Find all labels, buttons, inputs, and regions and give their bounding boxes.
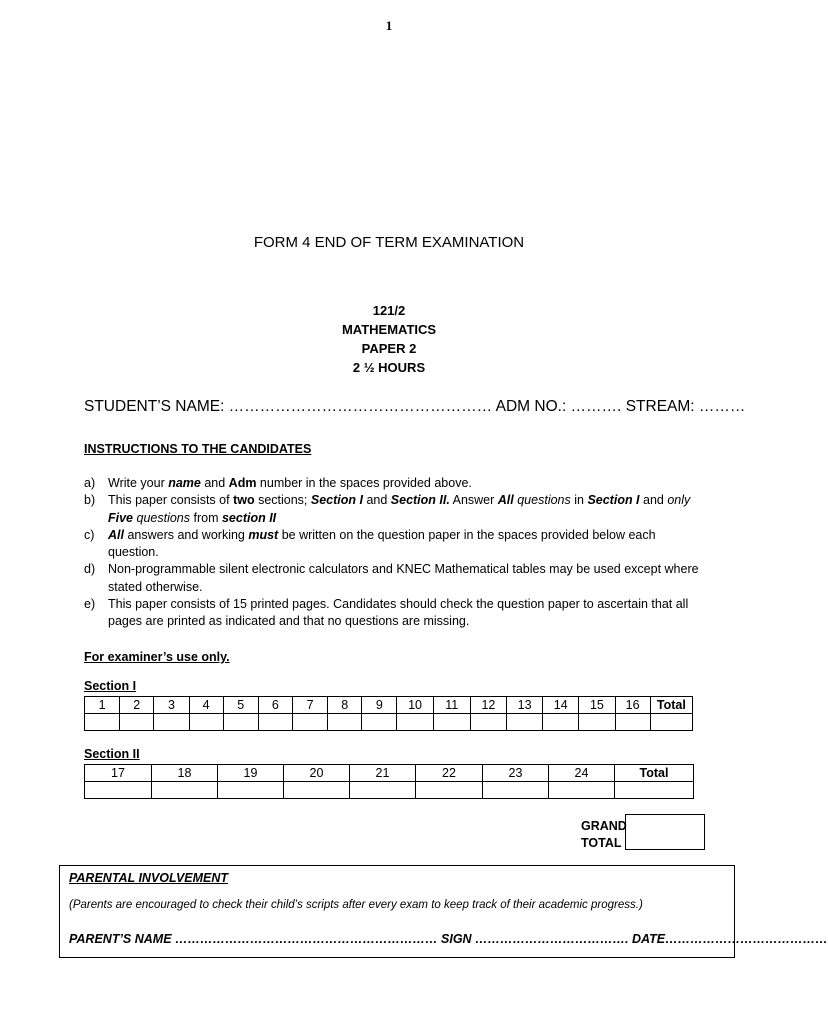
instruction-label: b) xyxy=(84,493,96,508)
parent-sign-field[interactable]: SIGN ………………………………. xyxy=(441,932,629,946)
table-header-cell: 12 xyxy=(470,697,506,714)
table-header-cell: 20 xyxy=(284,765,350,782)
parent-name-field[interactable]: PARENT’S NAME ……………………………………………………… xyxy=(69,932,438,946)
text-fragment: be written on the question paper in the spaces provided below each question. xyxy=(108,527,656,560)
instruction-label: a) xyxy=(84,476,96,490)
examiner-use-title: For examiner’s use only. xyxy=(84,650,230,664)
table-header-cell: 9 xyxy=(362,697,397,714)
score-cell[interactable] xyxy=(120,714,154,731)
page-number: 1 xyxy=(385,18,393,33)
table-header-cell: 18 xyxy=(152,765,218,782)
table-header-total: Total xyxy=(615,765,694,782)
text-fragment: Write your xyxy=(108,476,169,490)
instruction-item xyxy=(84,561,699,596)
score-cell[interactable] xyxy=(543,714,579,731)
score-cell[interactable] xyxy=(433,714,470,731)
instruction-label: e) xyxy=(84,597,96,612)
score-cell[interactable] xyxy=(189,714,223,731)
section-two-label: Section II xyxy=(84,747,140,761)
emphasis: Five xyxy=(108,510,134,525)
emphasis: Section II. xyxy=(390,493,450,508)
emphasis: only xyxy=(667,493,691,508)
table-header-row xyxy=(85,697,693,714)
text-fragment: and xyxy=(362,493,391,508)
score-cell[interactable] xyxy=(350,782,416,799)
parental-note: (Parents are encouraged to check their child’s scripts after every exam to keep track of their academic progress.) xyxy=(69,899,643,911)
table-header-cell: 16 xyxy=(615,697,650,714)
score-cell[interactable] xyxy=(650,714,692,731)
score-cell[interactable] xyxy=(223,714,258,731)
duration: 2 ½ HOURS xyxy=(352,360,426,375)
emphasis: questions xyxy=(517,493,571,508)
table-header-cell: 15 xyxy=(579,697,615,714)
table-header-row xyxy=(85,765,694,782)
text-fragment: Answer xyxy=(449,493,498,508)
table-score-row xyxy=(85,714,693,731)
instruction-item xyxy=(84,492,699,527)
emphasis: All xyxy=(108,527,124,542)
grand-total-box[interactable] xyxy=(625,814,705,850)
text-fragment: sections; xyxy=(254,493,311,508)
table-header-cell: 3 xyxy=(154,697,189,714)
table-score-row xyxy=(85,782,694,799)
instruction-item xyxy=(84,527,699,562)
score-cell[interactable] xyxy=(579,714,615,731)
instruction-item xyxy=(84,475,699,492)
text-fragment: This paper consists of xyxy=(108,493,234,508)
table-header-cell: 19 xyxy=(218,765,284,782)
instruction-text xyxy=(108,527,699,562)
instruction-item xyxy=(84,596,699,631)
table-header-cell: 11 xyxy=(433,697,470,714)
score-cell[interactable] xyxy=(328,714,362,731)
exam-title: FORM 4 END OF TERM EXAMINATION xyxy=(253,234,525,251)
score-cell[interactable] xyxy=(470,714,506,731)
score-cell[interactable] xyxy=(416,782,483,799)
paper-code: 121/2 xyxy=(372,303,406,318)
instruction-text: This paper consists of 15 printed pages. Candidates should check the question paper to ascertain that all pages are printed as indicated and that no questions are missing. xyxy=(108,597,689,629)
text-fragment: from xyxy=(190,510,222,525)
table-header-cell: 21 xyxy=(350,765,416,782)
total-label-line: TOTAL xyxy=(581,836,622,850)
table-header-cell: 13 xyxy=(507,697,543,714)
paper-header xyxy=(0,301,778,377)
emphasis: must xyxy=(248,527,279,542)
student-name-field[interactable]: STUDENT’S NAME: …………………………………………… xyxy=(84,398,493,415)
text-fragment: number in the spaces provided above. xyxy=(256,476,472,490)
score-cell[interactable] xyxy=(152,782,218,799)
instruction-text xyxy=(108,475,699,492)
paper-number: PAPER 2 xyxy=(361,341,417,356)
instruction-label: d) xyxy=(84,562,96,577)
table-header-cell: 5 xyxy=(223,697,258,714)
section-two-score-table xyxy=(84,764,694,799)
emphasis: Section I xyxy=(587,493,640,508)
parental-involvement-title: PARENTAL INVOLVEMENT xyxy=(69,871,229,885)
table-header-cell: 4 xyxy=(189,697,223,714)
emphasis: section II xyxy=(221,510,277,525)
subject: MATHEMATICS xyxy=(341,322,437,337)
text-fragment: and xyxy=(200,476,229,490)
table-header-cell: 7 xyxy=(292,697,327,714)
table-header-cell: 1 xyxy=(85,697,120,714)
grand-total-label xyxy=(581,818,627,852)
emphasis: Adm xyxy=(228,476,257,490)
emphasis: name xyxy=(168,476,201,490)
emphasis: questions xyxy=(136,510,191,525)
instructions-list xyxy=(84,475,699,631)
parent-signoff-line xyxy=(69,932,828,946)
emphasis: two xyxy=(233,493,255,508)
table-header-cell: 2 xyxy=(120,697,154,714)
text-fragment: in xyxy=(570,493,588,508)
stream-field[interactable]: STREAM: ……… xyxy=(625,398,746,415)
score-cell[interactable] xyxy=(85,782,152,799)
table-header-cell: 8 xyxy=(328,697,362,714)
score-cell[interactable] xyxy=(615,714,650,731)
table-header-total: Total xyxy=(650,697,692,714)
table-header-cell: 10 xyxy=(397,697,433,714)
table-header-cell: 22 xyxy=(416,765,483,782)
emphasis: All xyxy=(497,493,514,508)
instruction-label: c) xyxy=(84,527,95,542)
student-details-line xyxy=(84,398,745,416)
score-cell[interactable] xyxy=(154,714,189,731)
section-one-score-table xyxy=(84,696,693,731)
table-header-cell: 14 xyxy=(543,697,579,714)
score-cell[interactable] xyxy=(85,714,120,731)
adm-number-field[interactable]: ADM NO.: ………. xyxy=(495,398,622,415)
table-header-cell: 24 xyxy=(549,765,615,782)
score-cell[interactable] xyxy=(362,714,397,731)
score-cell[interactable] xyxy=(258,714,292,731)
table-header-cell: 6 xyxy=(258,697,292,714)
score-cell[interactable] xyxy=(292,714,327,731)
instruction-text xyxy=(108,492,699,527)
score-cell[interactable] xyxy=(397,714,433,731)
score-cell[interactable] xyxy=(218,782,284,799)
text-fragment: and xyxy=(639,493,668,508)
section-one-label: Section I xyxy=(84,679,137,693)
instruction-text: Non-programmable silent electronic calculators and KNEC Mathematical tables may be used except where stated otherwise. xyxy=(108,562,699,594)
score-cell[interactable] xyxy=(549,782,615,799)
table-header-cell: 17 xyxy=(85,765,152,782)
score-cell[interactable] xyxy=(483,782,549,799)
score-cell[interactable] xyxy=(615,782,694,799)
emphasis: Section I xyxy=(310,493,363,508)
text-fragment: answers and working xyxy=(123,527,249,542)
parent-date-field[interactable]: DATE………………………………… xyxy=(632,932,828,946)
score-cell[interactable] xyxy=(507,714,543,731)
grand-label-line: GRAND xyxy=(581,819,627,833)
table-header-cell: 23 xyxy=(483,765,549,782)
score-cell[interactable] xyxy=(284,782,350,799)
instructions-title: INSTRUCTIONS TO THE CANDIDATES xyxy=(84,442,312,456)
